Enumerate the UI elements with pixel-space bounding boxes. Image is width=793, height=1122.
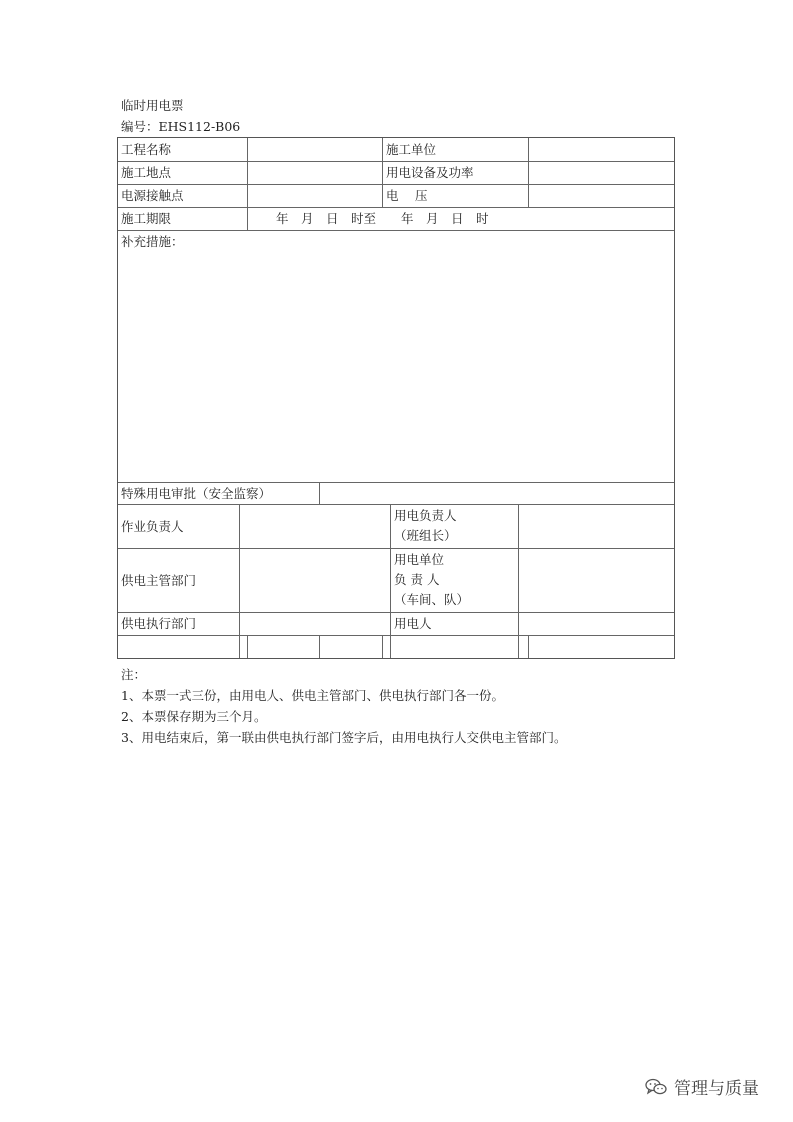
construction-site-label: 施工地点 [121,165,172,180]
col-divider [239,635,240,658]
col-divider [247,138,248,207]
watermark-text: 管理与质量 [674,1079,759,1099]
col-divider [319,635,320,658]
notes-section [121,664,566,748]
col-divider [528,138,529,207]
row-divider [118,504,674,505]
electric-leader-label-line2: （班组长） [394,528,457,543]
power-contact-label: 电源接触点 [121,188,184,203]
construction-unit-label: 施工单位 [386,142,437,157]
col-divider [382,138,383,207]
row-divider [118,161,674,162]
row-divider [118,548,674,549]
period-date-template: 年 月 日 时至 年 月 日 时 [276,211,489,226]
electricity-ticket-table [117,137,675,659]
row-divider [118,612,674,613]
row-divider [118,635,674,636]
supply-exec-label: 供电执行部门 [121,616,197,631]
col-divider [528,635,529,658]
col-divider [247,207,248,230]
row-divider [118,230,674,231]
equipment-power-label: 用电设备及功率 [386,165,474,180]
supplementary-measures-label: 补充措施： [121,234,184,249]
voltage-label: 电 压 [386,188,428,203]
col-divider [518,635,519,658]
electric-leader-label-line1: 用电负责人 [394,508,457,523]
notes-heading: 注： [121,667,147,682]
row-divider [118,482,674,483]
wechat-icon [645,1078,667,1096]
note-item: 2、本票保存期为三个月。 [121,709,267,724]
col-divider [390,635,391,658]
special-approval-label: 特殊用电审批（安全监察） [121,486,272,501]
col-divider [390,504,391,635]
row-divider [118,207,674,208]
project-name-label: 工程名称 [121,142,172,157]
col-divider [319,482,320,504]
user-label: 用电人 [394,616,432,631]
row-divider [118,184,674,185]
col-divider [382,635,383,658]
user-unit-label-line1: 用电单位 [394,552,445,567]
col-divider [239,504,240,635]
note-item: 3、用电结束后，第一联由供电执行部门签字后，由用电执行人交供电主管部门。 [121,730,567,745]
work-leader-label: 作业负责人 [121,519,184,534]
col-divider [518,504,519,635]
watermark [645,1074,759,1099]
col-divider [247,635,248,658]
user-unit-label-line2: 负 责 人 [394,572,440,587]
form-code: 编号：EHS112-B06 [121,119,241,134]
supply-dept-label: 供电主管部门 [121,573,197,588]
form-title: 临时用电票 [121,98,184,113]
note-item: 1、本票一式三份，由用电人、供电主管部门、供电执行部门各一份。 [121,688,504,703]
period-label: 施工期限 [121,211,172,226]
user-unit-label-line3: （车间、队） [394,592,470,607]
